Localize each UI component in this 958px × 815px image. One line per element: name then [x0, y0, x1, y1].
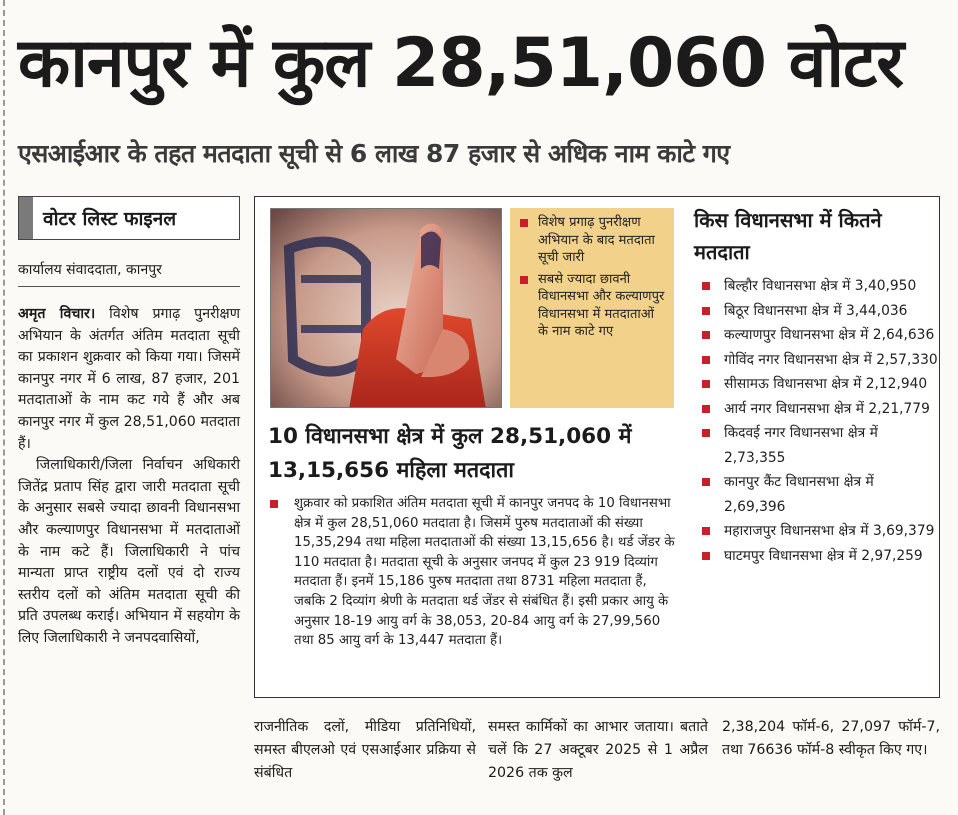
- constituency-item: बिठूर विधानसभा क्षेत्र में 3,44,036: [698, 299, 938, 324]
- box-body-text: शुक्रवार को प्रकाशित अंतिम मतदाता सूची में कानपुर जनपद के 10 विधानसभा क्षेत्र में कुल 28,51,060 मतदाता है। जिसमें पुरुष मतदाताओं की संख्या 15,35,294 तथा महिला मतदाताओं की संख्या 13,15,656 है। थर्ड जेंडर के 110 मतदाता है। मतदाता सूची के अनुसार जनपद में कुल 23 919 दिव्यांग मतदाता हैं। इनमें 15,186 पुरुष मतदाता तथा 8731 महिला मतदाता हैं, जबकि 2 दिव्यांग श्रेणी के मतदाता थर्ड जेंडर से संबंधित हैं। इसी प्रकार आयु के अनुसार 18-19 आयु वर्ग के 38,053, 20-84 आयु वर्ग के 27,99,560 तथा 85 आयु वर्ग के 13,447 मतदाता हैं।: [294, 496, 675, 649]
- box-body: [270, 494, 680, 651]
- box-title: [268, 420, 688, 488]
- constituency-item: आर्य नगर विधानसभा क्षेत्र में 2,21,779: [698, 397, 938, 422]
- second-paragraph: जिलाधिकारी/जिला निर्वाचन अधिकारी जितेंद्र प्रताप सिंह द्वारा जारी मतदाता सूची के अनुसार सबसे ज्यादा छावनी विधानसभा और कल्याणपुर विधानसभा में मतदाताओं के नाम कटे हैं। जिलाधिकारी ने पांच मान्यता प्राप्त राष्ट्रीय दलों एवं दो राज्य स्तरीय दलों को अंतिम मतदाता सूची की प्रति उपलब्ध कराई। अभियान में सहयोग के लिए जिलाधिकारी ने जनपदवासियों,: [18, 457, 240, 646]
- constituency-item: सीसामऊ विधानसभा क्षेत्र में 2,12,940: [698, 372, 938, 397]
- constituency-item: गोविंद नगर विधानसभा क्षेत्र में 2,57,330: [698, 348, 938, 373]
- left-column: [18, 304, 240, 650]
- constituency-item: कल्याणपुर विधानसभा क्षेत्र में 2,64,636: [698, 323, 938, 348]
- bottom-column-1: राजनीतिक दलों, मीडिया प्रतिनिधियों, समस्त बीएलओ एवं एसआईआर प्रक्रिया से संबंधित: [254, 719, 476, 781]
- inked-finger-image: [271, 209, 502, 408]
- headline: कानपुर में कुल 28,51,060 वोटर: [18, 24, 904, 103]
- intro-text: विशेष प्रगाढ़ पुनरीक्षण अभियान के अंतर्गत अंतिम मतदाता सूची का प्रकाशन शुक्रवार को किया गया। जिसमें कानपुर नगर में 6 लाख, 87 हजार, 201 मतदाताओं के नाम कट गये हैं और अब कानपुर नगर में कुल 28,51,060 मतदाता हैं।: [18, 306, 240, 452]
- subheadline: एसआईआर के तहत मतदाता सूची से 6 लाख 87 हजार से अधिक नाम काटे गए: [18, 139, 730, 168]
- highlights-box: [510, 208, 674, 408]
- byline: कार्यालय संवाददाता, कानपुर: [18, 262, 162, 278]
- lead-word: अमृत विचार।: [18, 306, 96, 322]
- bottom-column-2: समस्त कार्मिकों का आभार जताया। बताते चलें कि 27 अक्टूबर 2025 से 1 अप्रैल 2026 तक कुल: [488, 719, 708, 781]
- constituency-list-title: किस विधानसभा में कितने मतदाता: [694, 208, 882, 264]
- constituency-item: किदवई नगर विधानसभा क्षेत्र में 2,73,355: [698, 421, 938, 470]
- constituency-item: महाराजपुर विधानसभा क्षेत्र में 3,69,379: [698, 519, 938, 544]
- page-edge-dashed-line: [3, 0, 5, 815]
- constituency-item: बिल्हौर विधानसभा क्षेत्र में 3,40,950: [698, 274, 938, 299]
- box-title-line: 10 विधानसभा क्षेत्र में कुल 28,51,060 में: [268, 424, 632, 449]
- byline-divider: [18, 286, 240, 287]
- bullet-square: [270, 500, 278, 508]
- intro-paragraph: [18, 304, 240, 455]
- section-tag: [18, 196, 240, 240]
- box-title-line: 13,15,656 महिला मतदाता: [268, 458, 514, 483]
- voter-finger-photo: [270, 208, 502, 408]
- section-tag-label: वोटर लिस्ट फाइनल: [43, 208, 177, 230]
- bottom-column-3: 2,38,204 फॉर्म-6, 27,097 फॉर्म-7, तथा 76636 फॉर्म-8 स्वीकृत किए गए।: [722, 719, 940, 758]
- constituency-list: [698, 274, 938, 568]
- highlight-item: सबसे ज्यादा छावनी विधानसभा और कल्याणपुर विधानसभा में मतदाताओं के नाम काटे गए: [520, 271, 666, 341]
- constituency-item: घाटमपुर विधानसभा क्षेत्र में 2,97,259: [698, 544, 938, 569]
- highlight-item: विशेष प्रगाढ़ पुनरीक्षण अभियान के बाद मतदाता सूची जारी: [520, 214, 666, 267]
- constituency-item: कानपुर कैंट विधानसभा क्षेत्र में 2,69,396: [698, 470, 938, 519]
- tag-marker: [19, 197, 33, 239]
